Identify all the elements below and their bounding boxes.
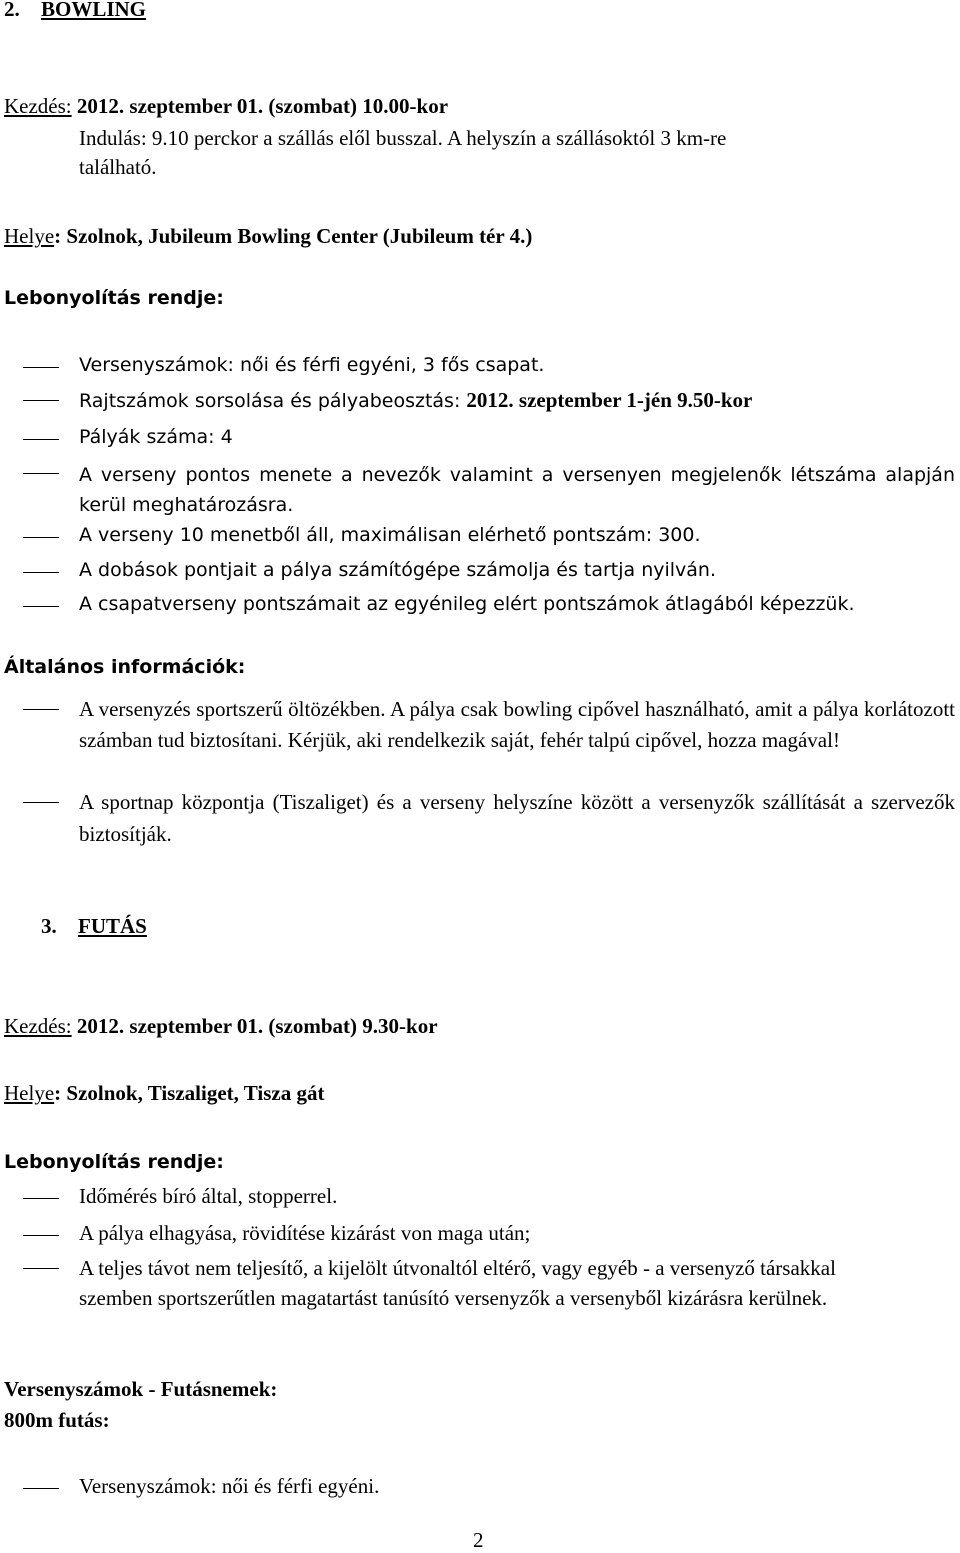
bowling-start-line [4, 94, 448, 119]
list-item: A pálya elhagyása, rövidítése kizárást von maga után; [79, 1221, 531, 1245]
list-item: A dobások pontjait a pálya számítógépe számolja és tartja nyilván. [79, 559, 717, 581]
general-info-heading: Általános információk: [4, 656, 246, 678]
list-dash [23, 473, 59, 474]
list-dash [23, 1268, 59, 1269]
bowling-departure-line-2: található. [79, 155, 157, 179]
venue-label: Helye [4, 224, 55, 248]
list-dash [23, 709, 59, 710]
section-title: BOWLING [41, 0, 147, 21]
start-label: Kezdés: [4, 94, 72, 118]
section-number: 3. [41, 914, 57, 938]
start-value: 2012. szeptember 01. (szombat) 10.00-kor [71, 94, 449, 118]
list-item: A sportnap központja (Tiszaliget) és a verseny helyszíne között a versenyzők szállítását a szervezők biztosítják. [79, 790, 955, 846]
list-item: Rajtszámok sorsolása és pályabeosztás: 2012. szeptember 1-jén 9.50-kor [79, 388, 753, 412]
section-number: 2. [4, 0, 20, 21]
section-title: FUTÁS [78, 914, 147, 938]
bowling-rules-heading: Lebonyolítás rendje: [4, 287, 224, 309]
venue-value: : Szolnok, Jubileum Bowling Center (Jubileum tér 4.) [54, 224, 533, 248]
bowling-venue-line [4, 224, 532, 249]
start-value: 2012. szeptember 01. (szombat) 9.30-kor [71, 1014, 438, 1038]
list-dash [23, 572, 59, 573]
start-label: Kezdés: [4, 1014, 72, 1038]
venue-label: Helye [4, 1081, 55, 1105]
list-dash [23, 1488, 59, 1489]
futas-start-line [4, 1014, 438, 1039]
list-dash [23, 606, 59, 607]
bowling-departure-line-1: Indulás: 9.10 perckor a szállás elől busszal. A helyszín a szállásoktól 3 km-re [79, 126, 727, 150]
list-dash [23, 367, 59, 368]
list-dash [23, 439, 59, 440]
list-dash [23, 1198, 59, 1199]
list-dash [23, 1235, 59, 1236]
list-item: A versenyzés sportszerű öltözékben. A pálya csak bowling cipővel használható, amit a pálya korlátozott számban tud biztosítani. Kérjük, aki rendelkezik saját, fehér talpú cipővel, hozza magával! [79, 697, 955, 752]
list-item: A verseny 10 menetből áll, maximálisan elérhető pontszám: 300. [79, 524, 701, 546]
venue-value: : Szolnok, Tiszaliget, Tisza gát [54, 1081, 325, 1105]
futas-venue-line [4, 1081, 324, 1106]
list-dash [23, 802, 59, 803]
list-item: A verseny pontos menete a nevezők valamint a versenyen megjelenők létszáma alapján kerül meghatározásra. [79, 464, 955, 516]
section-heading-bowling [4, 0, 146, 22]
list-item: Versenyszámok: női és férfi egyéni, 3 fős csapat. [79, 354, 545, 376]
list-dash [23, 537, 59, 538]
page-number: 2 [473, 1528, 484, 1552]
list-item: Pályák száma: 4 [79, 426, 233, 448]
list-item: A teljes távot nem teljesítő, a kijelölt útvonaltól eltérő, vagy egyéb - a versenyző társakkal szemben sportszerűtlen magatartást tanúsító versenyzők a versenyből kizárásra kerülnek. [79, 1256, 836, 1310]
event-800m-heading: 800m futás: [4, 1408, 110, 1432]
futas-rules-heading: Lebonyolítás rendje: [4, 1151, 224, 1173]
list-item: Versenyszámok: női és férfi egyéni. [79, 1474, 380, 1498]
list-dash [23, 400, 59, 401]
list-item: A csapatverseny pontszámait az egyénileg elért pontszámok átlagából képezzük. [79, 593, 855, 615]
list-item: Időmérés bíró által, stopperrel. [79, 1184, 338, 1208]
section-heading-futas [41, 914, 147, 939]
events-heading: Versenyszámok - Futásnemek: [4, 1377, 278, 1401]
